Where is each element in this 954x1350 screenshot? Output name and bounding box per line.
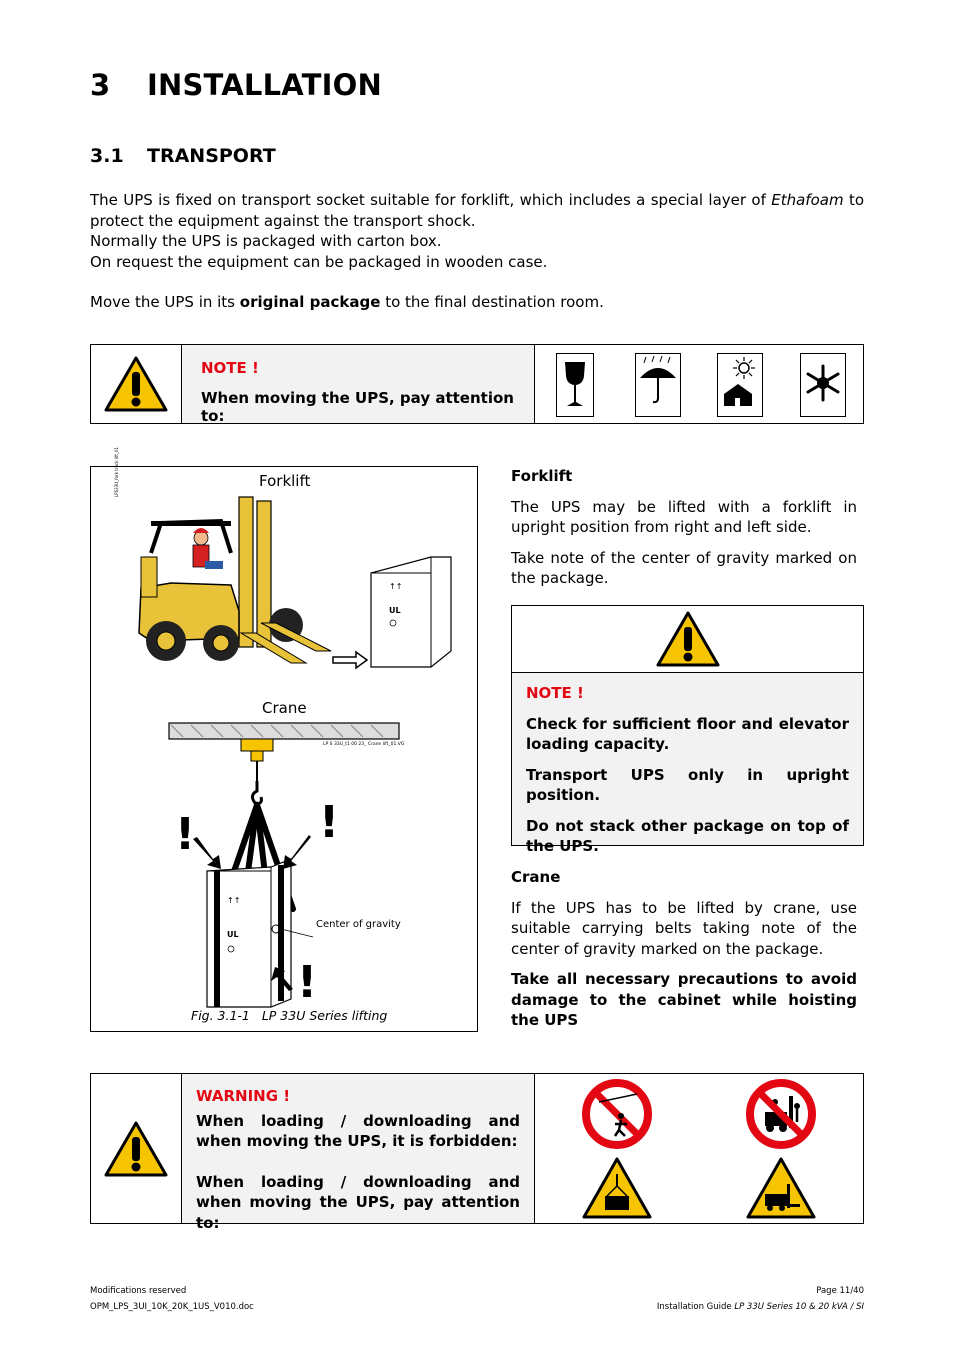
crane-heading: Crane [511, 868, 561, 886]
figure-caption: Fig. 3.1-1 LP 33U Series lifting [191, 1008, 388, 1023]
crane-illustration [131, 719, 471, 1009]
crane-label: Crane [262, 699, 307, 717]
note-item: Do not stack other package on top of the UPS. [526, 816, 849, 855]
section-number: 3.1 [90, 145, 124, 167]
warning-text-attention: When loading / downloading and when moving the UPS, pay attention to: [196, 1172, 520, 1232]
forklift-section [511, 466, 857, 599]
warning-symbols [535, 1074, 863, 1223]
transport-note-box [90, 344, 864, 424]
no-standing-under-load-icon [581, 1078, 653, 1150]
forklift-traffic-warning-icon [745, 1156, 817, 1220]
note-label: NOTE ! [526, 684, 584, 702]
handling-symbols [535, 345, 863, 423]
note-item: Check for sufficient floor and elevator loading capacity. [526, 714, 849, 753]
svg-text:UL: UL [227, 930, 239, 939]
warning-box [90, 1073, 864, 1232]
crane-paragraph-2: Take all necessary precautions to avoid damage to the cabinet while hoisting the UPS [511, 970, 857, 1029]
warning-text-forbidden: When loading / downloading and when moving the UPS, it is forbidden: [196, 1111, 520, 1150]
footer-page-number: Page 11/40 [816, 1286, 864, 1296]
warning-triangle-icon [91, 345, 182, 423]
chapter-heading [90, 68, 382, 102]
note-item: Transport UPS only in upright position. [526, 765, 849, 804]
center-of-gravity-label: Center of gravity [316, 919, 401, 930]
warning-label: WARNING ! [196, 1087, 291, 1105]
intro-paragraph-2: Normally the UPS is packaged with carton box. [90, 232, 442, 250]
intro-paragraph-3: On request the equipment can be packaged in wooden case. [90, 252, 548, 271]
crane-paragraph-1: If the UPS has to be lifted by crane, use suitable carrying belts taking note of the center of gravity marked on the package. [511, 898, 857, 958]
suspended-load-warning-icon [581, 1156, 653, 1220]
intro-text [90, 190, 864, 313]
keep-from-cold-icon [800, 353, 846, 417]
crane-section [511, 867, 857, 1041]
forklift-ref: LPS33U_fork truck lift_01 [114, 446, 119, 497]
forklift-paragraph-2: Take note of the center of gravity marked on the package. [511, 548, 857, 587]
keep-from-sun-icon [717, 353, 763, 417]
lifting-figure [90, 446, 478, 1032]
forklift-label: Forklift [259, 472, 311, 490]
warning-triangle-icon [91, 1074, 182, 1223]
footer-modifications: Modifications reserved [90, 1286, 187, 1296]
keep-dry-umbrella-icon [635, 353, 681, 417]
chapter-title: INSTALLATION [147, 68, 382, 102]
svg-text:!: ! [297, 957, 318, 1008]
warning-triangle-icon [512, 606, 863, 673]
svg-text:UL: UL [389, 606, 401, 615]
footer-document-id: OPM_LPS_3UI_10K_20K_1US_V010.doc [90, 1302, 254, 1312]
svg-text:!: ! [175, 809, 196, 860]
forklift-heading: Forklift [511, 467, 573, 485]
note-label: NOTE ! [201, 359, 259, 377]
fragile-glass-icon [556, 353, 594, 417]
intro-paragraph-4: Move the UPS in its original package to the final destination room. [90, 293, 604, 311]
svg-text:↑↑: ↑↑ [389, 582, 403, 591]
section-heading [90, 145, 276, 167]
section-title: TRANSPORT [147, 145, 276, 167]
note-text: When moving the UPS, pay attention to: [201, 389, 514, 425]
forklift-paragraph-1: The UPS may be lifted with a forklift in upright position from right and left side. [511, 497, 857, 536]
chapter-number: 3 [90, 68, 111, 102]
no-persons-on-forklift-icon [745, 1078, 817, 1150]
svg-text:↑↑: ↑↑ [227, 896, 241, 905]
svg-text:!: ! [319, 797, 340, 848]
forklift-illustration [131, 493, 471, 678]
crane-ref: LP S 33U_t1 00 23_ Crane lift_01.VG [323, 742, 405, 747]
intro-paragraph-1: The UPS is fixed on transport socket suitable for forklift, which includes a special layer of Ethafoam to protect the equipment against the transport shock. [90, 191, 865, 230]
footer-guide-title: Installation Guide LP 33U Series 10 & 20 kVA / SI [656, 1302, 864, 1312]
loading-note-box [511, 605, 864, 855]
